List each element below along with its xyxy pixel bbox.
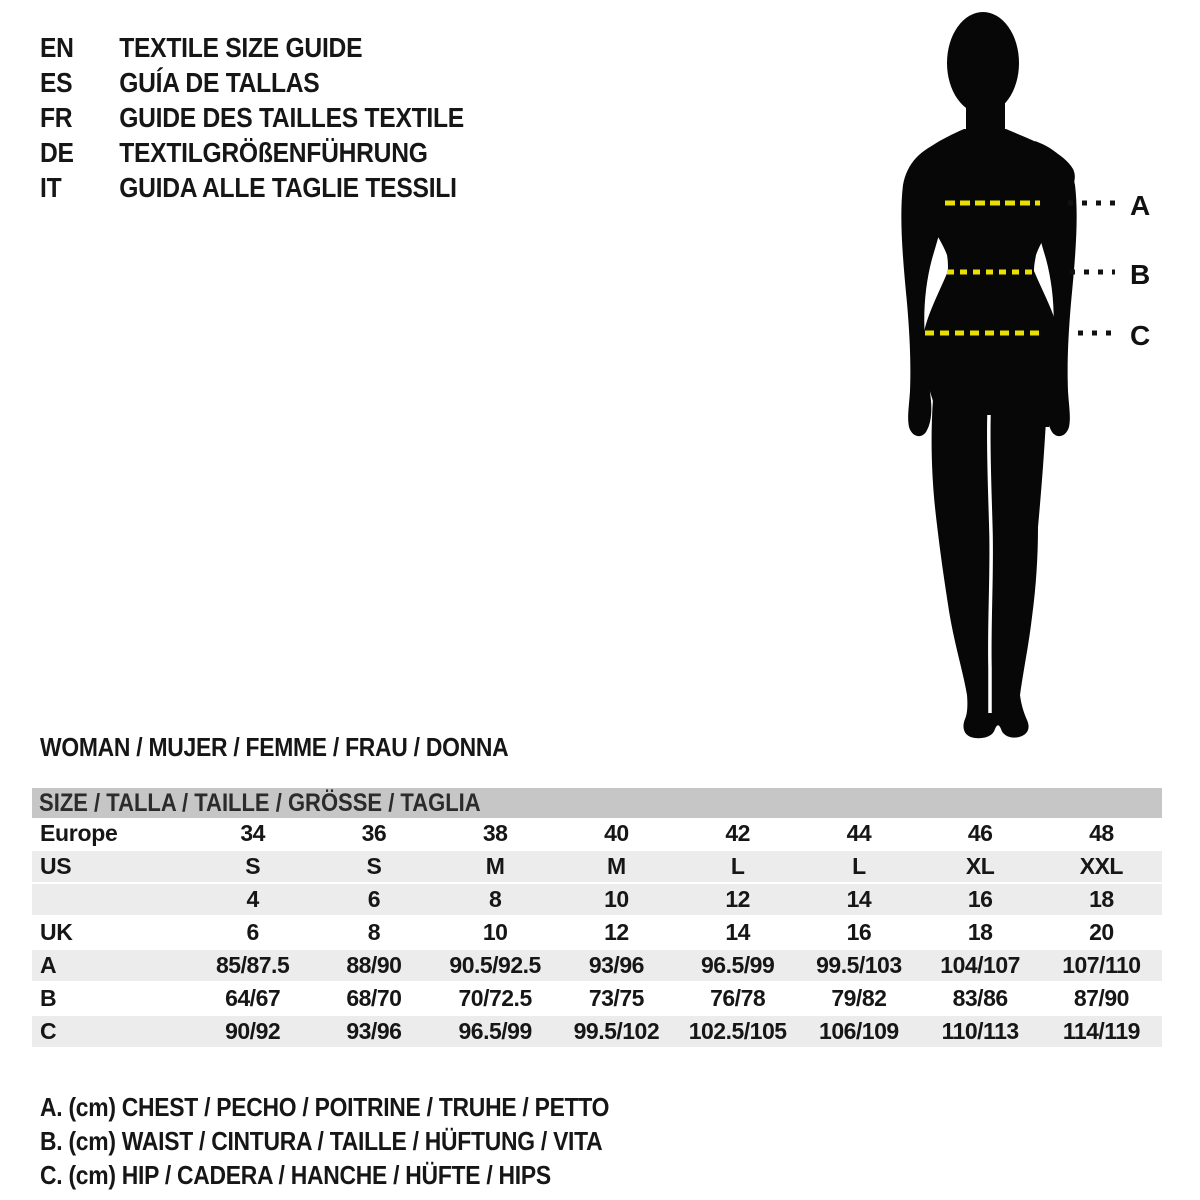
table-cell: 8	[488, 886, 502, 912]
table-cell: 96.5/99	[701, 952, 775, 978]
language-label: TEXTILE SIZE GUIDE	[119, 32, 363, 63]
table-cell: 114/119	[1062, 1018, 1140, 1044]
table-cell: 6	[367, 886, 381, 912]
table-cell: 88/90	[346, 952, 402, 978]
size-table	[32, 788, 1162, 1049]
table-cell: 70/72.5	[458, 985, 532, 1011]
measurement-legend	[40, 1090, 687, 1192]
language-code: EN	[40, 32, 74, 63]
language-code: IT	[40, 172, 62, 203]
language-label: GUIDE DES TAILLES TEXTILE	[119, 102, 464, 133]
language-list	[40, 30, 522, 205]
table-cell: 12	[604, 919, 629, 945]
table-row-hip	[32, 1016, 1162, 1049]
legend-line-waist: B. (cm) WAIST / CINTURA / TAILLE / HÜFTUNG / VITA	[40, 1126, 603, 1156]
row-label: C	[40, 1018, 57, 1044]
row-label: UK	[40, 919, 73, 945]
table-cell: 76/78	[710, 985, 766, 1011]
table-cell: 68/70	[346, 985, 402, 1011]
row-label: B	[40, 985, 57, 1011]
table-cell: 8	[367, 919, 381, 945]
table-cell: 14	[846, 886, 872, 912]
marker-c-label: C	[1130, 320, 1151, 351]
table-cell: 106/109	[819, 1018, 899, 1044]
table-cell: 44	[846, 820, 872, 846]
table-cell: M	[607, 853, 626, 879]
row-label: US	[40, 853, 72, 879]
table-cell: 16	[846, 919, 872, 945]
marker-a-label: A	[1130, 190, 1151, 221]
woman-silhouette-diagram	[885, 3, 1165, 743]
table-header-label: SIZE / TALLA / TAILLE / GRÖSSE / TAGLIA	[39, 789, 481, 817]
table-cell: 46	[967, 820, 993, 846]
table-cell: L	[852, 853, 866, 879]
table-cell: XXL	[1079, 853, 1123, 879]
table-cell: M	[485, 853, 505, 879]
table-cell: 34	[240, 820, 265, 846]
table-row-chest	[32, 950, 1162, 983]
table-cell: 79/82	[831, 985, 887, 1011]
table-cell: 18	[1089, 886, 1114, 912]
language-row	[40, 30, 464, 65]
legend-line-chest: A. (cm) CHEST / PECHO / POITRINE / TRUHE / PETTO	[40, 1092, 610, 1122]
table-cell: 73/75	[588, 985, 644, 1011]
table-row-waist	[32, 983, 1162, 1016]
table-cell: 99.5/103	[816, 952, 902, 978]
language-row	[40, 135, 464, 170]
table-row-us	[32, 851, 1162, 884]
table-cell: 4	[246, 886, 259, 912]
marker-b-label: B	[1130, 259, 1151, 290]
table-cell: 14	[725, 919, 750, 945]
language-code: FR	[40, 102, 73, 133]
language-label: GUÍA DE TALLAS	[119, 67, 320, 98]
table-cell: 104/107	[940, 952, 1020, 978]
table-cell: 48	[1089, 820, 1114, 846]
table-cell: 90.5/92.5	[449, 952, 541, 978]
table-cell: 20	[1089, 919, 1114, 945]
table-cell: 42	[725, 820, 750, 846]
table-cell: 87/90	[1073, 985, 1129, 1011]
row-label: A	[40, 952, 57, 978]
table-cell: S	[366, 853, 382, 879]
language-code: DE	[40, 137, 74, 168]
row-label: Europe	[40, 820, 118, 846]
table-cell: 83/86	[952, 985, 1008, 1011]
table-cell: L	[730, 853, 745, 879]
table-cell: 10	[482, 919, 508, 945]
table-cell: 16	[967, 886, 993, 912]
table-row-us-numeric	[32, 884, 1162, 917]
table-cell: 18	[967, 919, 993, 945]
table-cell: 36	[361, 820, 387, 846]
language-row	[40, 65, 464, 100]
language-label: GUIDA ALLE TAGLIE TESSILI	[119, 172, 457, 203]
table-cell: 64/67	[225, 985, 281, 1011]
table-cell: 12	[725, 886, 750, 912]
language-row	[40, 170, 464, 205]
language-label: TEXTILGRÖßENFÜHRUNG	[119, 137, 428, 168]
table-cell: 38	[482, 820, 508, 846]
table-cell: S	[245, 853, 261, 879]
row-label	[32, 884, 192, 915]
table-cell: 93/96	[588, 952, 644, 978]
table-cell: 110/113	[941, 1018, 1019, 1044]
language-code: ES	[40, 67, 73, 98]
table-row-uk	[32, 917, 1162, 950]
language-row	[40, 100, 464, 135]
legend-line-hip: C. (cm) HIP / CADERA / HANCHE / HÜFTE / HIPS	[40, 1160, 551, 1190]
table-cell: 96.5/99	[458, 1018, 532, 1044]
table-cell: 107/110	[1062, 952, 1141, 978]
table-cell: 99.5/102	[573, 1018, 660, 1044]
table-cell: 93/96	[346, 1018, 402, 1044]
section-title: WOMAN / MUJER / FEMME / FRAU / DONNA	[40, 732, 509, 762]
table-row-europe	[32, 818, 1162, 851]
table-cell: 85/87.5	[216, 952, 290, 978]
table-cell: 10	[604, 886, 629, 912]
table-header	[32, 788, 1162, 818]
table-cell: 90/92	[225, 1018, 281, 1044]
table-cell: 6	[246, 919, 259, 945]
table-cell: XL	[965, 853, 995, 879]
table-cell: 40	[604, 820, 629, 846]
table-cell: 102.5/105	[688, 1018, 787, 1044]
